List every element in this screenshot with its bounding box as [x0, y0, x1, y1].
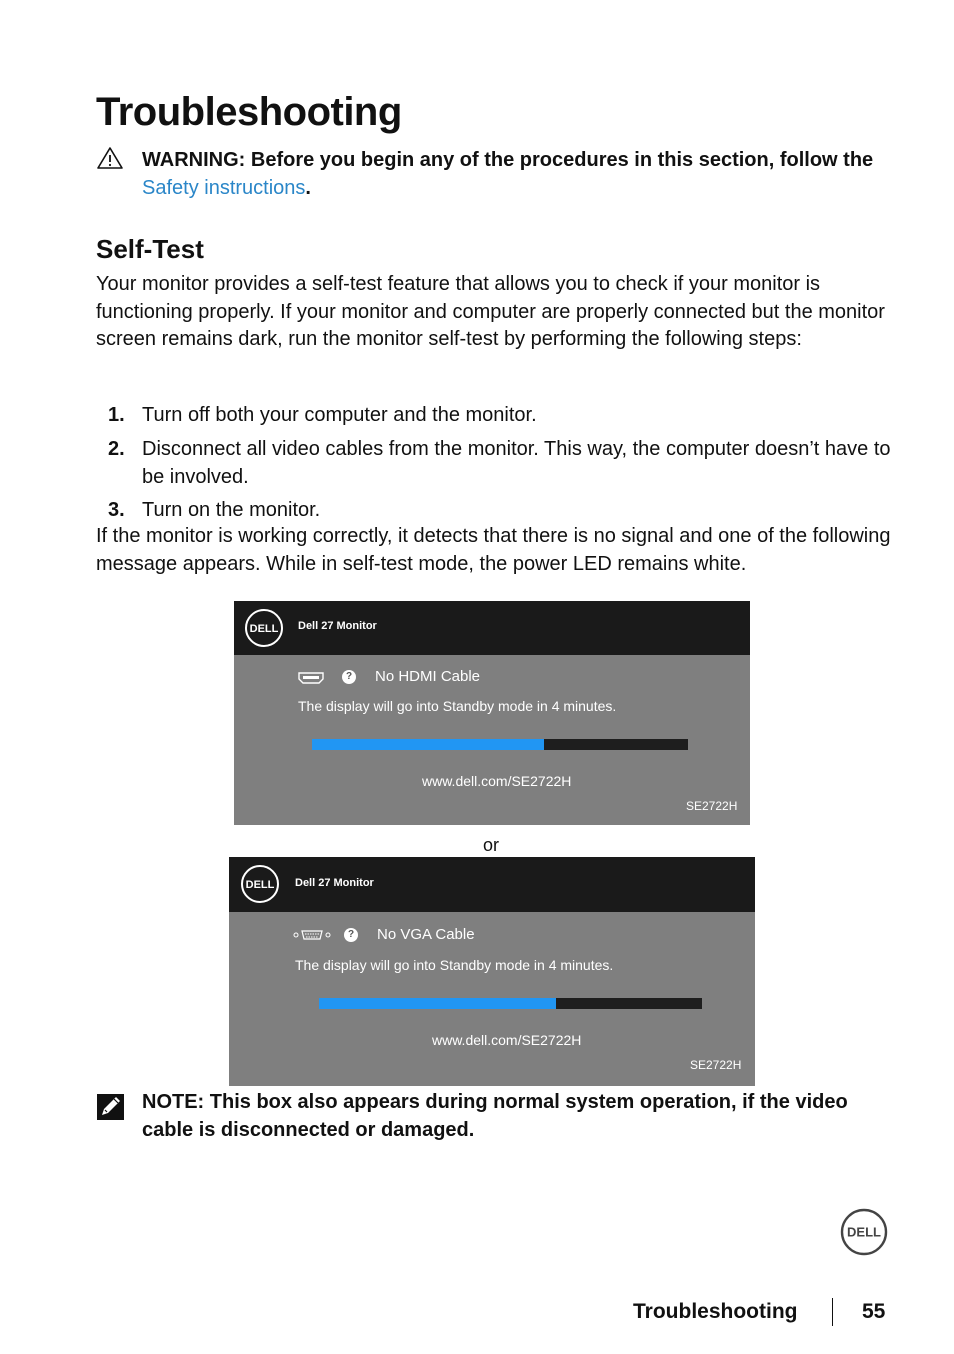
step-1	[96, 402, 896, 430]
dell-logo-icon	[244, 608, 284, 648]
vga-port-icon	[293, 929, 331, 941]
safety-instructions-link[interactable]: Safety instructions	[142, 177, 306, 199]
standby-progress-bar	[312, 739, 688, 750]
warning-tail: .	[305, 177, 311, 199]
footer-section-title: Troubleshooting	[633, 1300, 798, 1323]
step-number: 1.	[108, 404, 125, 426]
dell-logo-text: DELL	[847, 1224, 881, 1240]
model-label: SE2722H	[690, 1058, 742, 1072]
dell-logo-text: DELL	[245, 879, 275, 891]
progress-fill	[312, 739, 544, 750]
osd-header-bar	[234, 601, 750, 655]
osd-header-title: Dell 27 Monitor	[295, 877, 374, 889]
warning-lead: WARNING: Before you begin any of the procedures in this section, follow the	[142, 149, 874, 171]
osd-header-bar	[229, 857, 755, 912]
step-number: 2.	[108, 438, 125, 460]
osd-message-vga	[229, 857, 755, 1086]
standby-message: The display will go into Standby mode in 4 minutes.	[295, 957, 614, 973]
cable-message: No HDMI Cable	[375, 668, 481, 685]
step-text: Turn on the monitor.	[142, 499, 321, 521]
support-url: www.dell.com/SE2722H	[432, 1032, 582, 1048]
page-title: Troubleshooting	[96, 90, 402, 134]
hdmi-port-icon	[298, 672, 324, 684]
step-text: Disconnect all video cables from the monitor. This way, the computer doesn’t have to be involved.	[142, 438, 891, 488]
result-paragraph: If the monitor is working correctly, it detects that there is no signal and one of the following message appears. While in self-test mode, the power LED remains white.	[96, 525, 891, 575]
warning-icon	[96, 146, 124, 170]
help-icon: ?	[344, 928, 358, 942]
or-separator: or	[483, 835, 500, 855]
dell-logo-icon	[240, 864, 280, 904]
cable-message: No VGA Cable	[377, 926, 475, 943]
model-label: SE2722H	[686, 799, 738, 813]
help-icon: ?	[342, 670, 356, 684]
progress-fill	[319, 998, 556, 1009]
support-url: www.dell.com/SE2722H	[422, 773, 572, 789]
step-3	[96, 497, 896, 525]
step-text: Turn off both your computer and the monitor.	[142, 404, 537, 426]
note-pencil-icon	[97, 1094, 124, 1120]
standby-progress-bar	[319, 998, 702, 1009]
section-heading: Self-Test	[96, 234, 204, 264]
osd-header-title: Dell 27 Monitor	[298, 620, 377, 632]
warning-text	[142, 146, 902, 202]
osd-message-hdmi	[234, 601, 750, 825]
standby-message: The display will go into Standby mode in 4 minutes.	[298, 698, 617, 714]
step-number: 3.	[108, 499, 125, 521]
intro-paragraph: Your monitor provides a self-test feature that allows you to check if your monitor is functioning properly. If your monitor and computer are properly connected but the monitor screen remains dark, run the monitor self-test by performing the following steps:	[96, 273, 885, 350]
note-text: NOTE: This box also appears during normal system operation, if the video cable is disconnected or damaged.	[142, 1091, 848, 1141]
dell-logo-text: DELL	[249, 623, 279, 635]
footer-divider	[832, 1298, 833, 1326]
dell-logo-icon	[840, 1208, 888, 1256]
step-2	[96, 436, 896, 492]
page-number: 55	[862, 1300, 886, 1323]
